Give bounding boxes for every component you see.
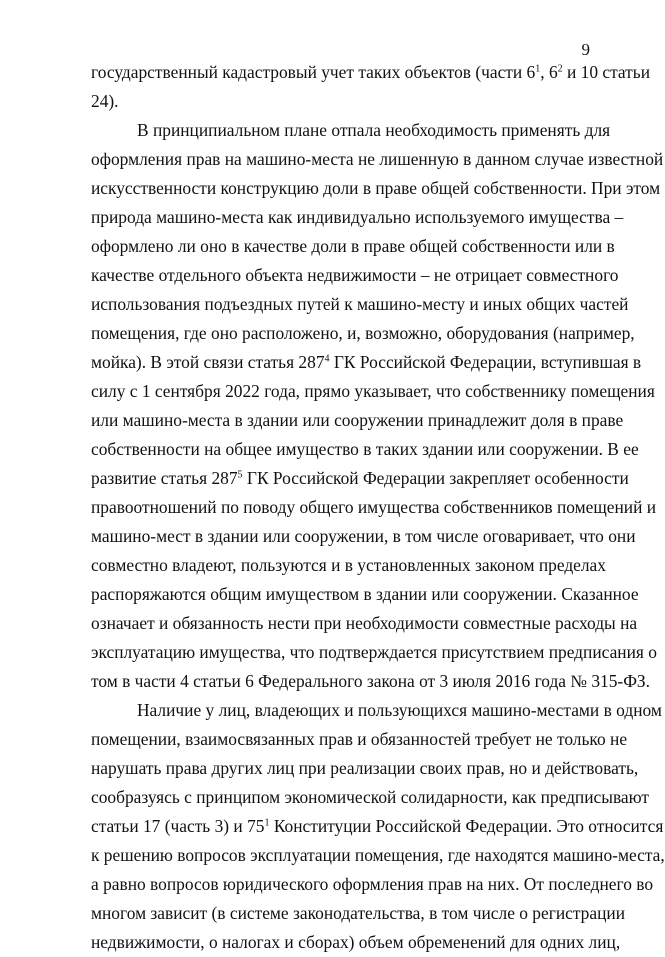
body-text [91, 58, 665, 957]
text-line: развитие статья $287^5$ ГК Российской Федерации закрепляет особенности [91, 468, 629, 488]
text-line: машино-мест в здании или сооружении, в том числе оговаривает, что они [91, 526, 636, 546]
text-line: оформления прав на машино-места не лишенную в данном случае известной [91, 149, 664, 169]
text-line: помещении, взаимосвязанных прав и обязанностей требует не только не [91, 729, 628, 749]
text-line: мойка). В этой связи статья $287^4$ ГК Российской Федерации, вступившая в [91, 352, 642, 372]
text-line: Наличие у лиц, владеющих и пользующихся машино-местами в одном [137, 700, 662, 720]
text-line: совместно владеют, пользуются и в установленных законом пределах [91, 555, 606, 575]
text-line: распоряжаются общим имуществом в здании или сооружении. Сказанное [91, 584, 639, 604]
superscript-index: 1 [264, 817, 270, 829]
text-line: сообразуясь с принципом экономической солидарности, как предписывают [91, 787, 650, 807]
text-line: а равно вопросов юридического оформления прав на них. От последнего во [91, 874, 654, 894]
superscript-index: 1 [535, 63, 541, 75]
text-line: природа машино-места как индивидуально используемого имущества – [91, 207, 624, 227]
text-line: статьи 17 (часть 3) и $75^1$ Конституции Российской Федерации. Это относится [91, 816, 664, 836]
text-line: собственности на общее имущество в таких здании или сооружении. В ее [91, 439, 639, 459]
text-line: или машино-места в здании или сооружении принадлежит доля в праве [91, 410, 624, 430]
text-line: качестве отдельного объекта недвижимости – не отрицает совместного [91, 265, 619, 285]
text-line: 24). [91, 91, 119, 111]
text-line: искусственности конструкцию доли в праве общей собственности. При этом [91, 178, 661, 198]
text-line: государственный кадастровый учет таких объектов (части $6^1$, $6^2$ и 10 статьи [91, 62, 651, 82]
text-line: многом зависит (в системе законодательства, в том числе о регистрации [91, 903, 626, 923]
text-line: силу с 1 сентября 2022 года, прямо указывает, что собственнику помещения [91, 381, 655, 401]
superscript-index: 2 [557, 63, 563, 75]
text-line: означает и обязанность нести при необходимости совместные расходы на [91, 613, 638, 633]
text-line: эксплуатацию имущества, что подтверждается присутствием предписания о [91, 642, 657, 662]
text-line: В принципиальном плане отпала необходимость применять для [137, 120, 611, 140]
text-line: к решению вопросов эксплуатации помещения, где находятся машино-места, [91, 845, 665, 865]
page-number: 9 [581, 40, 590, 59]
text-line: правоотношений по поводу общего имущества собственников помещений и [91, 497, 657, 517]
superscript-index: 4 [324, 353, 330, 365]
text-line: использования подъездных путей к машино-месту и иных общих частей [91, 294, 629, 314]
text-line: оформлено ли оно в качестве доли в праве общей собственности или в [91, 236, 615, 256]
text-line: том в части 4 статьи 6 Федерального закона от 3 июля 2016 года № 315-ФЗ. [91, 671, 650, 691]
superscript-index: 5 [237, 469, 243, 481]
text-line: недвижимости, о налогах и сборах) объем обременений для одних лиц, [91, 932, 621, 952]
text-line: помещения, где оно расположено, и, возможно, оборудования (например, [91, 323, 635, 343]
text-line: нарушать права других лиц при реализации своих прав, но и действовать, [91, 758, 639, 778]
